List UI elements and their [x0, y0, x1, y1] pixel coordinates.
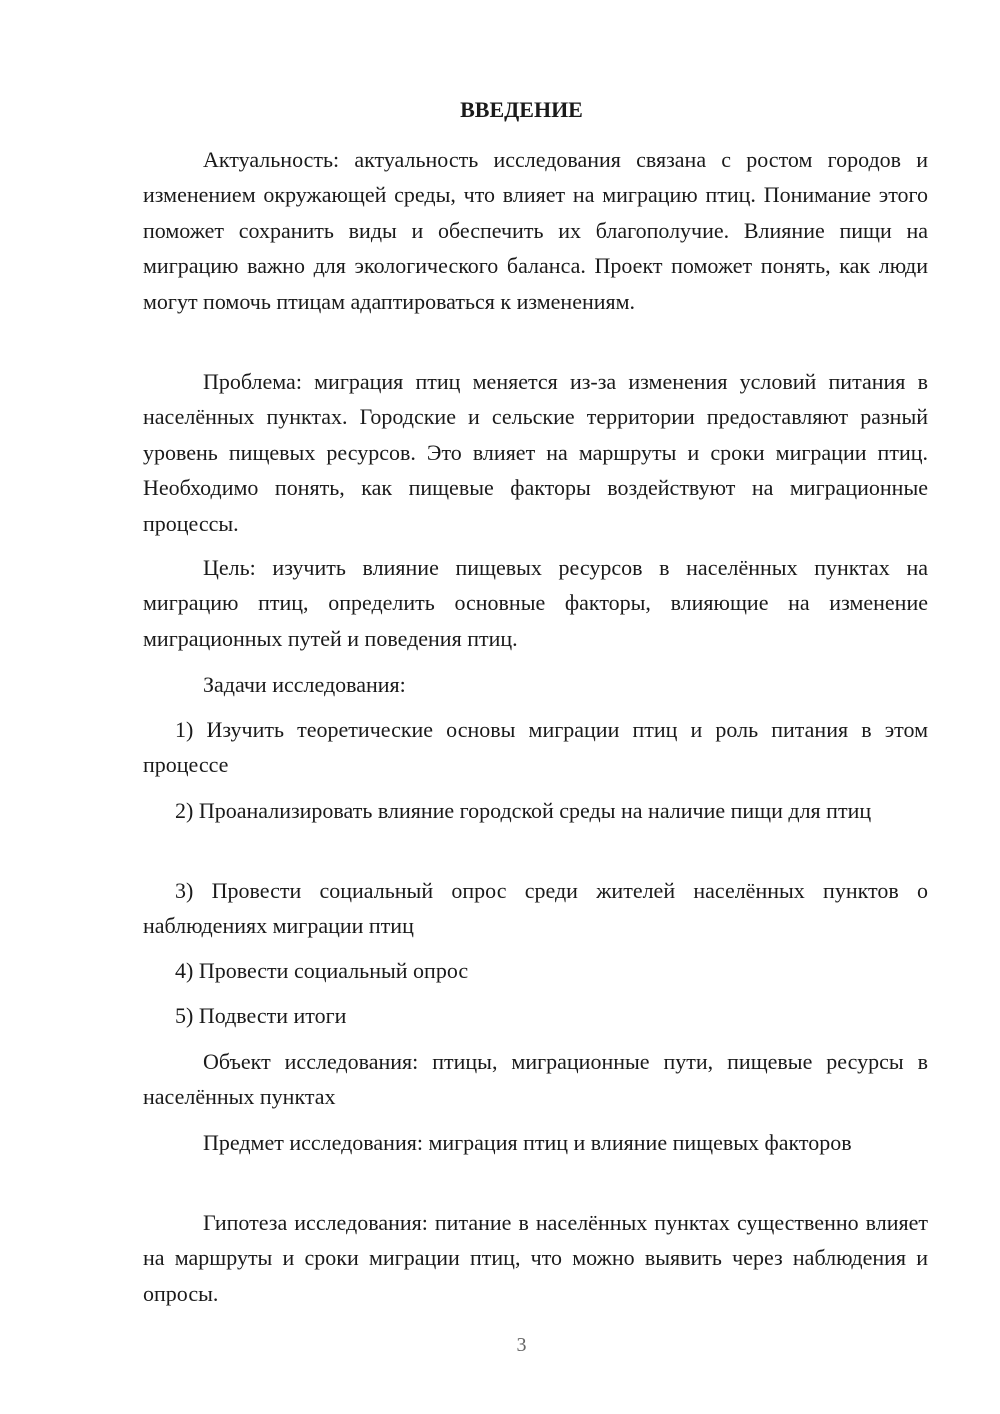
paragraph-subject: Предмет исследования: миграция птиц и влияние пищевых факторов [203, 1130, 852, 1155]
page-title: ВВЕДЕНИЕ [460, 97, 583, 122]
document-page [143, 0, 928, 1414]
task-item-2: 2) Проанализировать влияние городской среды на наличие пищи для птиц [175, 798, 872, 823]
task-item-1: 1) Изучить теоретические основы миграции птиц и роль питания в этом процессе [143, 717, 928, 778]
task-item-5: 5) Подвести итоги [175, 1003, 347, 1028]
paragraph-hypothesis: Гипотеза исследования: питание в населённых пунктах существенно влияет на маршруты и сроки миграции птиц, что можно выявить через наблюдения и опросы. [143, 1210, 928, 1306]
task-item-4: 4) Провести социальный опрос [175, 958, 469, 983]
paragraph-object: Объект исследования: птицы, миграционные пути, пищевые ресурсы в населённых пунктах [143, 1049, 928, 1110]
tasks-heading: Задачи исследования: [203, 672, 406, 697]
task-item-3: 3) Провести социальный опрос среди жителей населённых пунктов о наблюдениях миграции птиц [143, 878, 928, 939]
paragraph-problem: Проблема: миграция птиц меняется из-за изменения условий питания в населённых пунктах. Городские и сельские территории предоставляют разный уровень пищевых ресурсов. Это влияет на маршруты и сроки миграции птиц. Необходимо понять, как пищевые факторы воздействуют на миграционные процессы. [143, 369, 928, 536]
paragraph-goal: Цель: изучить влияние пищевых ресурсов в населённых пунктах на миграцию птиц, определить основные факторы, влияющие на изменение миграционных путей и поведения птиц. [143, 555, 928, 651]
page-number: 3 [516, 1334, 527, 1356]
paragraph-relevance: Актуальность: актуальность исследования связана с ростом городов и изменением окружающей среды, что влияет на миграцию птиц. Понимание этого поможет сохранить виды и обеспечить их благополучие. Влияние пищи на миграцию важно для экологического баланса. Проект поможет понять, как люди могут помочь птицам адаптироваться к изменениям. [143, 147, 928, 314]
